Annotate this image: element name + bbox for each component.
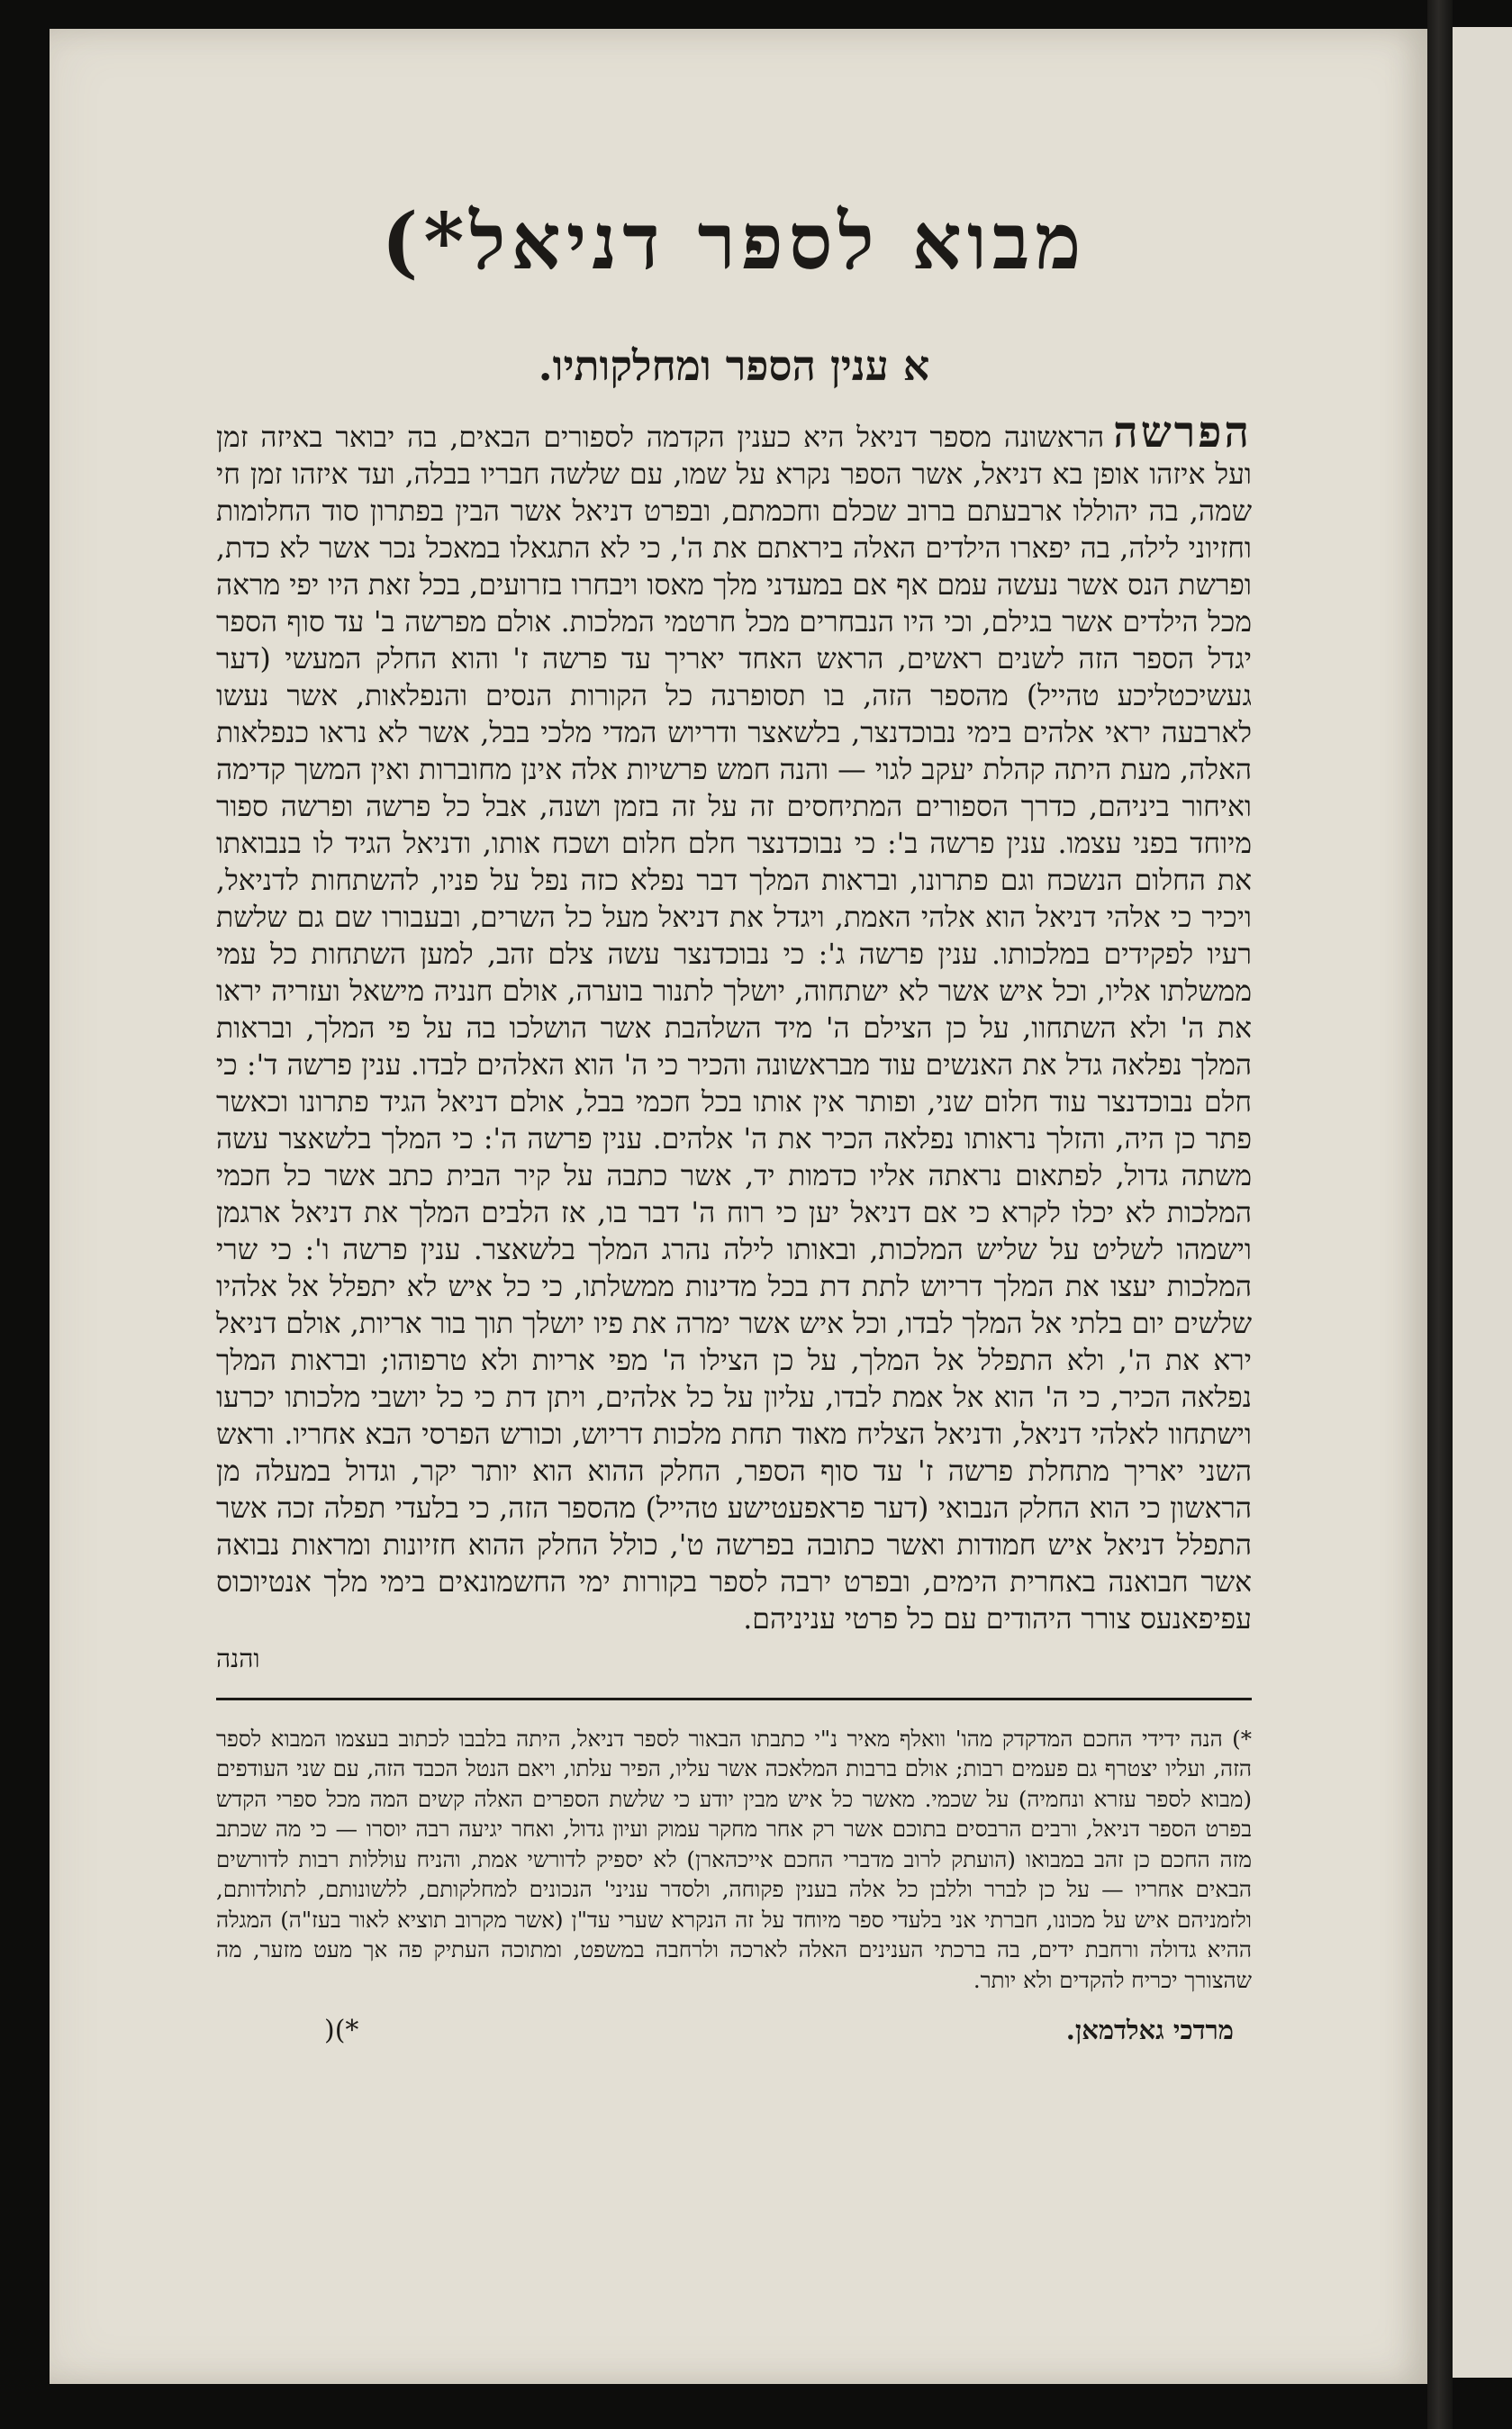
signature-mark: *)( [324, 2015, 359, 2047]
opening-word: הפרשה [1113, 406, 1252, 458]
facing-page-edge [1453, 27, 1512, 2378]
footnote: *) הנה ידידי החכם המדקדק מהו' וואלף מאיר נ"י כתבתו הבאור לספר דניאל, היתה בלבבו לכתוב בעצמו המבוא לספר הזה, ועליו יצטרף גם פעמים רבות; אולם ברבות המלאכה אשר עליו, הפיר עלתו, ויאם הנטל הכבד הזה, עם שני העודפים (מבוא לספר עזרא ונחמיה) על שכמי. מאשר כל איש מבין יודע כי שלשת הספרים האלה קשים המה מכל ספרי הקדש בפרט הספר דניאל, ורבים הרבסים בתוכם אשר רק אחר מחקר עמוק ועיון גדול, ואחר יגיעה רבה יוסרו — כי מה שכתב מזה החכם כן זהב במבואו (הועתק לרוב מדברי החכם אייכהארן) לא יספיק לדורשי אמת, והניח עוללות רבות לדורשים הבאים אחריו — על כן לברר וללבן כל אלה בענין פקוחה, ולסדר עניני' הנכונים למחלקותם, ללשונותם, לתולדותם, ולזמניהם איש על מכונו, חברתי אני בלעדי ספר מיוחד על זה הנקרא שערי עד"ן (אשר מקרוב תוציא לאור בעז"ה) המגלה ההיא גדולה ורחבת ידים, בה ברכתי הענינים האלה לארכה ולרחבה במשפט, ומתוכה העתיק פה אך מעט מזער, מה שהצורך יכריח להקדים ולא יותר. [216, 1725, 1252, 1993]
book-gutter [1427, 0, 1453, 2429]
footer-row [216, 2015, 1252, 2046]
page-content [216, 196, 1252, 2047]
body-text: הראשונה מספר דניאל היא כענין הקדמה לספורים הבאים, בה יבואר באיזה זמן ועל איזהו אופן בא דניאל, אשר הספר נקרא על שמו, עם שלשה חבריו בבלה, ועד איזהו זמן חי שמה, בה יהוללו ארבעתם ברוב שכלם וחכמתם, ובפרט דניאל אשר הבין בפתרון סוד החלומות וחזיוני לילה, בה יפארו הילדים האלה בירא‍תם את ה', כי לא התגאלו במאכל נכר אשר לא כדת, ופרשת הנס אשר נעשה עמם אף אם במעדני מלך מאסו ויבחרו בזרועים, בכל זאת היו יפי מראה מכל הילדים אשר בגילם, וכי היו הנבחרים מכל חרטמי המלכות. אולם מפרשה ב' עד סוף הספר יגדל הספר הזה לשנים ראשים, הראש האחד יאריך עד פרשה ז' והוא החלק המעשי (דער געשיכטליכע טהייל) מהספר הזה, בו תסופרנה כל הקורות הנסים והנפלאות, אשר נעשו לארבעה יראי אלהים בימי נבוכדנצר, בלשאצר ודריוש המדי מלכי בבל, אשר לא נראו כנפלאות האלה, מעת היתה קהלת יעקב לגוי — והנה חמש פרשיות אלה אינן מחוברות ואין המשך קדימה ואיחור ביניהם, כדרך הספורים המתיחסים זה על זה בזמן ושנה, אבל כל פרשה ופרשה ספור מיוחד בפני עצמו. ענין פרשה ב': כי נבוכדנצר חלם חלום ושכח אותו, ודניאל הגיד לו בנבואתו את החלום הנשכח וגם פתרונו, וברא‍ות המלך דבר נפלא כזה נפל על פניו, להשתחות לדניאל, ויכיר כי אלהי דניאל הוא אלהי האמת, ויגדל את דניאל מעל כל השרים, ובעבורו שם גם שלשת רעיו לפקידים במלכותו. ענין פרשה ג': כי נבוכדנצר עשה צלם זהב, למען השתחות כל עמי ממשלתו אליו, וכל איש אשר לא ישתחוה, יושלך לתנור בוערה, אולם חנניה מישאל ועזריה יראו את ה' ולא השתחוו, על כן הצילם ה' מיד השלהבת אשר הושלכו בה על פי המלך, ובראות המלך נפלאה גדל את האנשים עוד מבראשונה והכיר כי ה' הוא האלהים לבדו. ענין פרשה ד': כי חלם נבוכדנצר עוד חלום שני, ופותר אין אותו בכל חכמי בבל, אולם דניאל הגיד פתרונו וכאשר פתר כן היה, והזלך נראותו נפלאה הכיר את ה' אלהים. ענין פרשה ה': כי המלך בלשאצר עשה משתה גדול, לפתאום נראתה אליו כדמות יד, אשר כתבה על קיר הבית כתב אשר כל חכמי המלכות לא יכלו לקרא כי אם דניאל יען כי רוח ה' דבר בו, אז הלבים המלך את דניאל ארגמן וישמהו לשליט על שליש המלכות, ובאותו לילה נהרג המלך בלשאצר. ענין פרשה ו': כי שרי המלכות יעצו את המלך דריוש לתת דת בכל מדינות ממשלתו, כי כל איש לא יתפלל אל אלהיו שלשים יום בלתי אל המלך לבדו, וכל איש אשר ימרה את פיו יושלך תוך בור אריות, אולם דניאל ירא את ה', ולא התפלל אל המלך, על כן הצילו ה' מפי אריות ולא טרפוהו; ובראות המלך נפלאה הכיר, כי ה' הוא אל אמת לבדו, עליון על כל אלהים, ויתן דת כי כל יושבי מלכותו יכרעו וישתחוו לאלהי דניאל, ודניאל הצליח מאוד תחת מלכות דריוש, וכורש הפרסי הבא אחריו. וראש השני יאריך מתחלת פרשה ז' עד סוף הספר, החלק ההוא הוא יותר יקר, וגדול במעלה מן הראשון כי הוא החלק הנבואי (דער פראפעטישע טהייל) מהספר הזה, כי בלעדי תפלה זכה אשר התפלל דניאל איש חמודות ואשר כתובה בפרשה ט', כולל החלק ההוא חזיונות ומראות נבואה אשר חבואנה באחרית הימים, ובפרט ירבה לספר בקורות ימי החשמונאים בימי מלך אנטיוכוס עפיפאנעס צורר היהודים עם כל פרטי עניניהם. [216, 421, 1252, 1636]
book-page [50, 29, 1427, 2384]
section-heading: א ענין הספר ומחלקותיו. [538, 340, 930, 390]
page-title: מבוא לספר דניאל*) [381, 196, 1087, 287]
catchword: והנה [216, 1643, 260, 1673]
main-paragraph [216, 406, 1252, 1638]
footnote-divider [216, 1698, 1252, 1700]
author-signature: מרדכי גאלדמאן. [1065, 2015, 1234, 2046]
